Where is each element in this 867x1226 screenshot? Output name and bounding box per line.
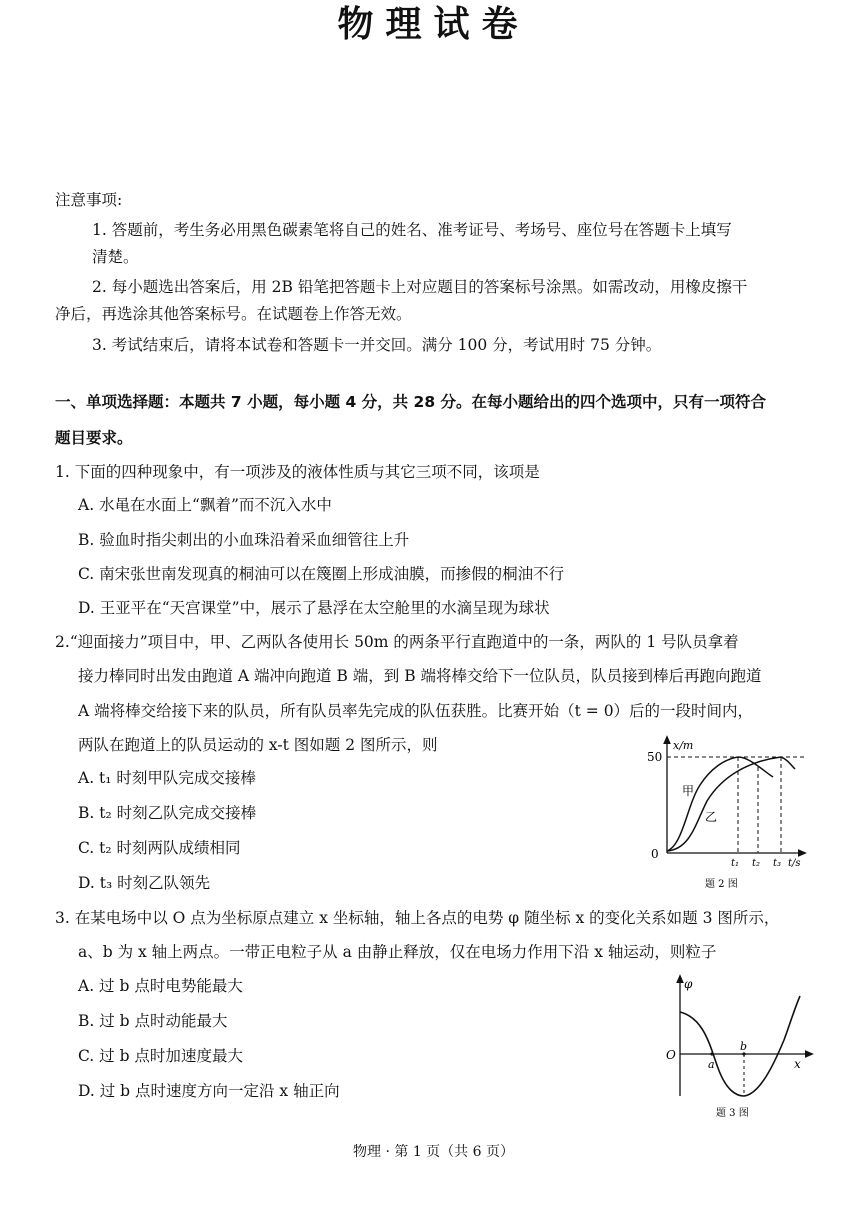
label-jia: 甲 <box>682 784 695 798</box>
notice-item-1: 1. 答题前，考生务必用黑色碳素笔将自己的姓名、准考证号、考场号、座位号在答题卡上填写 <box>92 221 732 239</box>
question-1-option-c: C. 南宋张世南发现真的桐油可以在篾圈上形成油膜，而掺假的桐油不行 <box>78 565 565 583</box>
question-2-stem-line-2: 接力棒同时出发由跑道 A 端冲向跑道 B 端，到 B 端将棒交给下一位队员，队员接到棒后再跑向跑道 <box>78 667 762 685</box>
y-tick-50: 50 <box>647 750 663 764</box>
figure-3-caption: 题 3 图 <box>716 1108 749 1119</box>
section-1-heading: 一、单项选择题：本题共 7 小题，每小题 4 分，共 28 分。在每小题给出的四个选项中，只有一项符合 <box>55 393 767 411</box>
question-1-option-d: D. 王亚平在“天宫课堂”中，展示了悬浮在太空舱里的水滴呈现为球状 <box>78 599 550 617</box>
figure-3 <box>660 972 820 1124</box>
question-1-option-a: A. 水黾在水面上“飘着”而不沉入水中 <box>78 496 332 514</box>
point-a-label: a <box>708 1058 715 1071</box>
question-3-option-a: A. 过 b 点时电势能最大 <box>78 977 243 995</box>
point-b-label: b <box>740 1040 748 1053</box>
question-2-option-d: D. t₃ 时刻乙队领先 <box>78 874 211 892</box>
x-axis-label: t/s <box>788 858 801 869</box>
question-1-stem: 1. 下面的四种现象中，有一项涉及的液体性质与其它三项不同，该项是 <box>55 463 540 481</box>
x-axis-label: x <box>794 1057 801 1071</box>
question-2-stem-line-4: 两队在跑道上的队员运动的 x-t 图如题 2 图所示，则 <box>78 736 438 754</box>
question-3-option-d: D. 过 b 点时速度方向一定沿 x 轴正向 <box>78 1082 340 1100</box>
question-2-option-a: A. t₁ 时刻甲队完成交接棒 <box>78 769 256 787</box>
question-2-stem-line-3: A 端将棒交给接下来的队员，所有队员率先完成的队伍获胜。比赛开始（t = 0）后的一段时间内， <box>78 702 754 720</box>
notice-item-2-cont: 净后，再选涂其他答案标号。在试题卷上作答无效。 <box>55 305 412 323</box>
y-axis-label: x/m <box>673 739 694 752</box>
curve-jia <box>667 757 773 851</box>
page-footer: 物理 · 第 1 页（共 6 页） <box>353 1144 514 1160</box>
question-2-option-c: C. t₂ 时刻两队成绩相同 <box>78 839 241 857</box>
figure-2 <box>645 735 820 893</box>
question-3-option-b: B. 过 b 点时动能最大 <box>78 1012 228 1030</box>
notice-heading: 注意事项: <box>55 191 123 209</box>
question-3-option-c: C. 过 b 点时加速度最大 <box>78 1047 243 1065</box>
x-tick-t2: t₂ <box>752 858 761 869</box>
origin-label: O <box>666 1048 676 1062</box>
page-title: 物理试卷 <box>337 3 530 45</box>
x-tick-t1: t₁ <box>731 858 740 869</box>
question-3-stem-line-2: a、b 为 x 轴上两点。一带正电粒子从 a 由静止释放，仅在电场力作用下沿 x 轴运动，则粒子 <box>78 943 717 961</box>
notice-item-3: 3. 考试结束后，请将本试卷和答题卡一并交回。满分 100 分，考试用时 75 分钟。 <box>92 336 662 354</box>
notice-item-1-cont: 清楚。 <box>92 248 139 266</box>
curve-yi <box>667 757 795 851</box>
figure-2-caption: 题 2 图 <box>705 879 738 890</box>
origin-label: 0 <box>651 847 659 861</box>
question-1-option-b: B. 验血时指尖刺出的小血珠沿着采血细管往上升 <box>78 531 410 549</box>
notice-item-2: 2. 每小题选出答案后，用 2B 铅笔把答题卡上对应题目的答案标号涂黑。如需改动，用橡皮擦干 <box>92 278 748 296</box>
question-2-option-b: B. t₂ 时刻乙队完成交接棒 <box>78 804 257 822</box>
label-yi: 乙 <box>705 810 718 824</box>
section-1-heading-cont: 题目要求。 <box>55 429 133 447</box>
x-tick-t3: t₃ <box>773 858 782 869</box>
y-axis-label: φ <box>684 977 693 991</box>
question-2-stem: 2.“迎面接力”项目中，甲、乙两队各使用长 50m 的两条平行直跑道中的一条，两队的 1 号队员拿着 <box>55 633 739 651</box>
question-3-stem: 3. 在某电场中以 O 点为坐标原点建立 x 坐标轴，轴上各点的电势 φ 随坐标 x 的变化关系如题 3 图所示， <box>55 909 780 927</box>
point-a-marker <box>710 1052 713 1055</box>
